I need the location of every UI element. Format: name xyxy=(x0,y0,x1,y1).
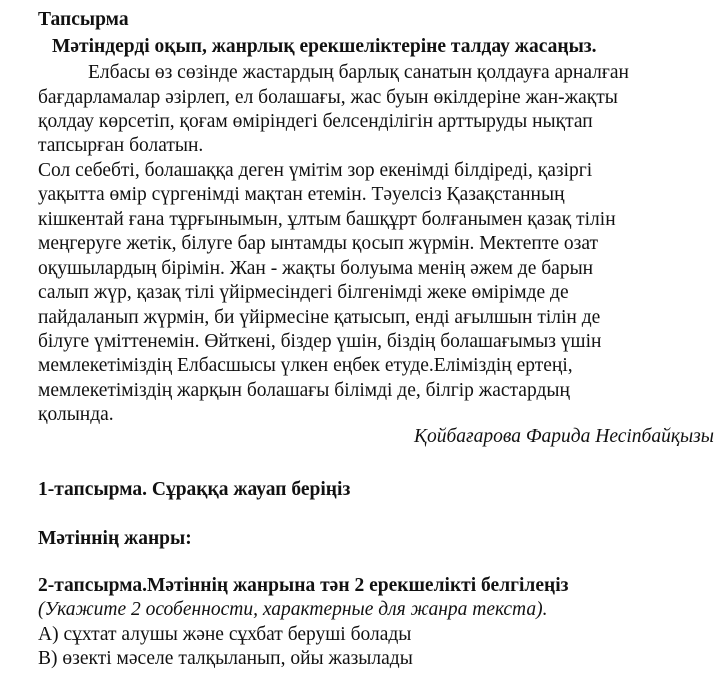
text-line: уақытта өмір сүргенімді мақтан етемін. Тәуелсіз Қазақстанның xyxy=(38,184,565,205)
heading: Тапсырма xyxy=(38,9,129,30)
text-line: оқушылардың бірімін. Жан - жақты болуыма менің әжем де барын xyxy=(38,258,594,279)
text-line: пайдаланып жүрмін, би үйірмесіне қатысып, енді ағылшын тілін де xyxy=(38,307,601,328)
text-line: қолдау көрсетіп, қоғам өміріндегі белсенділігін арттыруды нықтап xyxy=(38,111,593,132)
option-a: А) сұхтат алушы және сұхбат беруші болады xyxy=(38,624,412,645)
task2-heading: 2-тапсырма.Мәтіннің жанрына тән 2 ерекшелікті белгілеңіз xyxy=(38,575,569,596)
option-b: В) өзекті мәселе талқыланып, ойы жазылады xyxy=(38,648,413,669)
text-line: білуге үміттенемін. Өйткені, біздер үшін, біздің болашағымыз үшін xyxy=(38,331,602,352)
text-line: мемлекетіміздің Елбасшысы үлкен еңбек етуде.Еліміздің ертеңі, xyxy=(38,355,573,376)
text-line: мемлекетіміздің жарқын болашағы білімді де, білгір жастардың xyxy=(38,380,570,401)
text-line: салып жүр, қазақ тілі үйірмесіндегі білгенімді жеке өмірімде де xyxy=(38,282,569,303)
text-line: бағдарламалар әзірлеп, ел болашағы, жас буын өкілдеріне жан-жақты xyxy=(38,87,618,108)
author-name: Қойбағарова Фарида Несіпбайқызы xyxy=(414,426,714,447)
text-line: Елбасы өз сөзінде жастардың барлық санатын қолдауға арналған xyxy=(88,62,629,83)
task2-hint: (Укажите 2 особенности, характерные для жанра текста). xyxy=(38,599,548,620)
instruction: Мәтіндерді оқып, жанрлық ерекшеліктеріне талдау жасаңыз. xyxy=(52,36,597,57)
text-line: кішкентай ғана тұрғынымын, ұлтым башқұрт болғанымен қазақ тілін xyxy=(38,209,616,230)
genre-label: Мәтіннің жанры: xyxy=(38,528,192,549)
text-line: меңгеруге жетік, білуге бар ынтамды қосып жүрмін. Мектепте озат xyxy=(38,233,598,254)
text-line: Сол себебті, болашаққа деген үмітім зор екенімді білдіреді, қазіргі xyxy=(38,160,593,181)
text-line: қолында. xyxy=(38,404,114,425)
task1-heading: 1-тапсырма. Сұраққа жауап беріңіз xyxy=(38,479,351,500)
text-line: тапсырған болатын. xyxy=(38,135,204,156)
